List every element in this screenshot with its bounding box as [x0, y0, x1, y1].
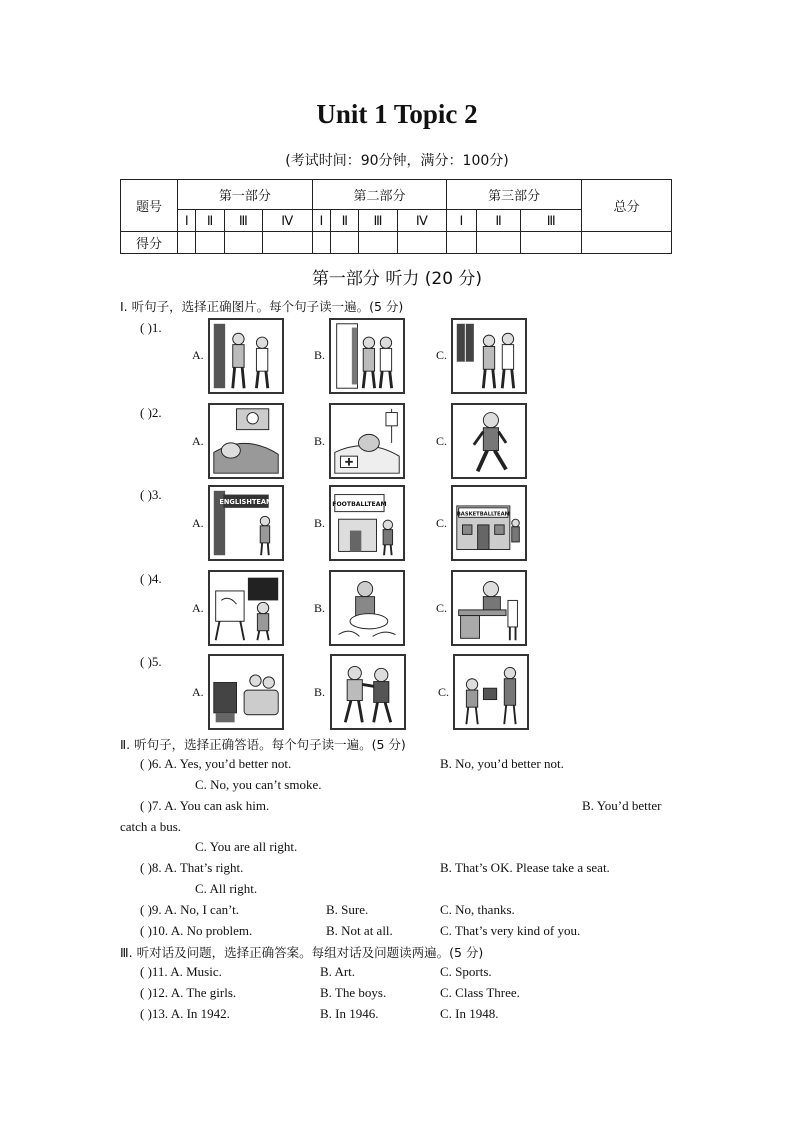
picture-boy-sleeping-in-bed[interactable]	[208, 403, 284, 479]
q12-option-a: ( )12. A. The girls.	[140, 985, 237, 1000]
q10-option-c: C. That’s very kind of you.	[440, 923, 581, 938]
q12-option-b: B. The boys.	[320, 985, 387, 1000]
option-label: C.	[436, 434, 448, 448]
subcol: Ⅲ	[224, 210, 262, 232]
exam-info: (考试时间：90分钟，满分：100分)	[285, 153, 509, 169]
option-label: C.	[436, 348, 448, 362]
picture-basketball-team-building[interactable]	[451, 485, 527, 561]
score-cell[interactable]	[312, 232, 330, 254]
q9-option-a: ( )9. A. No, I can’t.	[140, 902, 240, 917]
option-label: B.	[314, 434, 326, 448]
q7-option-c: C. You are all right.	[195, 839, 298, 854]
score-cell[interactable]	[359, 232, 397, 254]
total-header: 总分	[582, 180, 672, 232]
page-title: Unit 1 Topic 2	[316, 99, 478, 129]
picture-boys-fighting[interactable]	[330, 654, 406, 730]
q6-option-a: ( )6. A. Yes, you’d better not.	[140, 756, 292, 771]
q7-option-a: ( )7. A. You can ask him.	[140, 798, 270, 813]
picture-watching-tv[interactable]	[208, 654, 284, 730]
q11-option-b: B. Art.	[320, 964, 356, 979]
score-cell[interactable]	[476, 232, 521, 254]
q10-option-a: ( )10. A. No problem.	[140, 923, 253, 938]
total-cell[interactable]	[582, 232, 672, 254]
subcol: Ⅰ	[447, 210, 476, 232]
subcol: Ⅱ	[196, 210, 224, 232]
row-label-defen: 得分	[121, 232, 178, 254]
q13-option-a: ( )13. A. In 1942.	[140, 1006, 230, 1021]
subcol: Ⅳ	[262, 210, 312, 232]
score-cell[interactable]	[447, 232, 476, 254]
q8-option-b: B. That’s OK. Please take a seat.	[440, 860, 610, 875]
option-label: A.	[192, 516, 204, 530]
picture-sick-boy-in-bed[interactable]	[329, 403, 405, 479]
score-cell[interactable]	[262, 232, 312, 254]
q12-option-c: C. Class Three.	[440, 985, 520, 1000]
subcol: Ⅲ	[521, 210, 582, 232]
subcol: Ⅰ	[312, 210, 330, 232]
sign-text: FOOTBALLTEAM	[332, 500, 387, 508]
option-label: C.	[436, 516, 448, 530]
option-label: B.	[314, 348, 326, 362]
row-label-tihao: 题号	[121, 180, 178, 232]
part-header-1: 第一部分	[178, 180, 313, 210]
picture-english-team-sign[interactable]	[208, 485, 284, 561]
option-label: A.	[192, 685, 204, 699]
option-label: B.	[314, 601, 326, 615]
q10-option-b: B. Not at all.	[326, 923, 393, 938]
subcol: Ⅱ	[476, 210, 521, 232]
q13-option-c: C. In 1948.	[440, 1006, 499, 1021]
part1-heading: 第一部分 听力 (20 分)	[311, 269, 483, 289]
option-label: A.	[192, 601, 204, 615]
subcol: Ⅰ	[178, 210, 196, 232]
picture-two-boys-at-door[interactable]	[208, 318, 284, 394]
subcol: Ⅳ	[397, 210, 447, 232]
q9-option-c: C. No, thanks.	[440, 902, 515, 917]
score-cell[interactable]	[178, 232, 196, 254]
q13-option-b: B. In 1946.	[320, 1006, 379, 1021]
q7-option-b: B. You’d better	[582, 798, 662, 813]
picture-boy-walking[interactable]	[451, 403, 527, 479]
question-number: ( )5.	[140, 654, 162, 669]
score-cell[interactable]	[224, 232, 262, 254]
option-label: C.	[436, 601, 448, 615]
section1-heading: Ⅰ. 听句子，选择正确图片。每个句子读一遍。(5 分)	[120, 299, 404, 314]
picture-giving-gift[interactable]	[453, 654, 529, 730]
picture-drawing-at-easel[interactable]	[208, 570, 284, 646]
picture-two-boys-at-open-door[interactable]	[329, 318, 405, 394]
picture-washing-clothes[interactable]	[329, 570, 405, 646]
q11-option-a: ( )11. A. Music.	[140, 964, 222, 979]
score-cell[interactable]	[331, 232, 359, 254]
score-cell[interactable]	[397, 232, 447, 254]
option-label: B.	[314, 685, 326, 699]
sign-text: ENGLISHTEAM	[219, 498, 273, 507]
question-number: ( )2.	[140, 405, 162, 420]
picture-two-boys-by-window[interactable]	[451, 318, 527, 394]
question-number: ( )3.	[140, 487, 162, 502]
score-table	[120, 179, 672, 254]
picture-writing-at-desk[interactable]	[451, 570, 527, 646]
part-header-2: 第二部分	[312, 180, 447, 210]
option-label: A.	[192, 348, 204, 362]
q7-option-b-cont: catch a bus.	[120, 819, 182, 834]
part-header-3: 第三部分	[447, 180, 582, 210]
score-cell[interactable]	[196, 232, 224, 254]
score-cell[interactable]	[521, 232, 582, 254]
section3-heading: Ⅲ. 听对话及问题，选择正确答案。每组对话及问题读两遍。(5 分)	[120, 945, 484, 960]
q11-option-c: C. Sports.	[440, 964, 492, 979]
q6-option-b: B. No, you’d better not.	[440, 756, 564, 771]
section2-heading: Ⅱ. 听句子，选择正确答语。每个句子读一遍。(5 分)	[120, 737, 406, 752]
sign-text: BASKETBALLTEAM	[456, 511, 510, 518]
option-label: C.	[438, 685, 450, 699]
picture-football-team-sign[interactable]	[329, 485, 405, 561]
q9-option-b: B. Sure.	[326, 902, 369, 917]
option-label: A.	[192, 434, 204, 448]
question-number: ( )1.	[140, 320, 162, 335]
option-label: B.	[314, 516, 326, 530]
subcol: Ⅱ	[331, 210, 359, 232]
q8-option-c: C. All right.	[195, 881, 258, 896]
subcol: Ⅲ	[359, 210, 397, 232]
q6-option-c: C. No, you can’t smoke.	[195, 777, 322, 792]
question-number: ( )4.	[140, 571, 162, 586]
q8-option-a: ( )8. A. That’s right.	[140, 860, 244, 875]
